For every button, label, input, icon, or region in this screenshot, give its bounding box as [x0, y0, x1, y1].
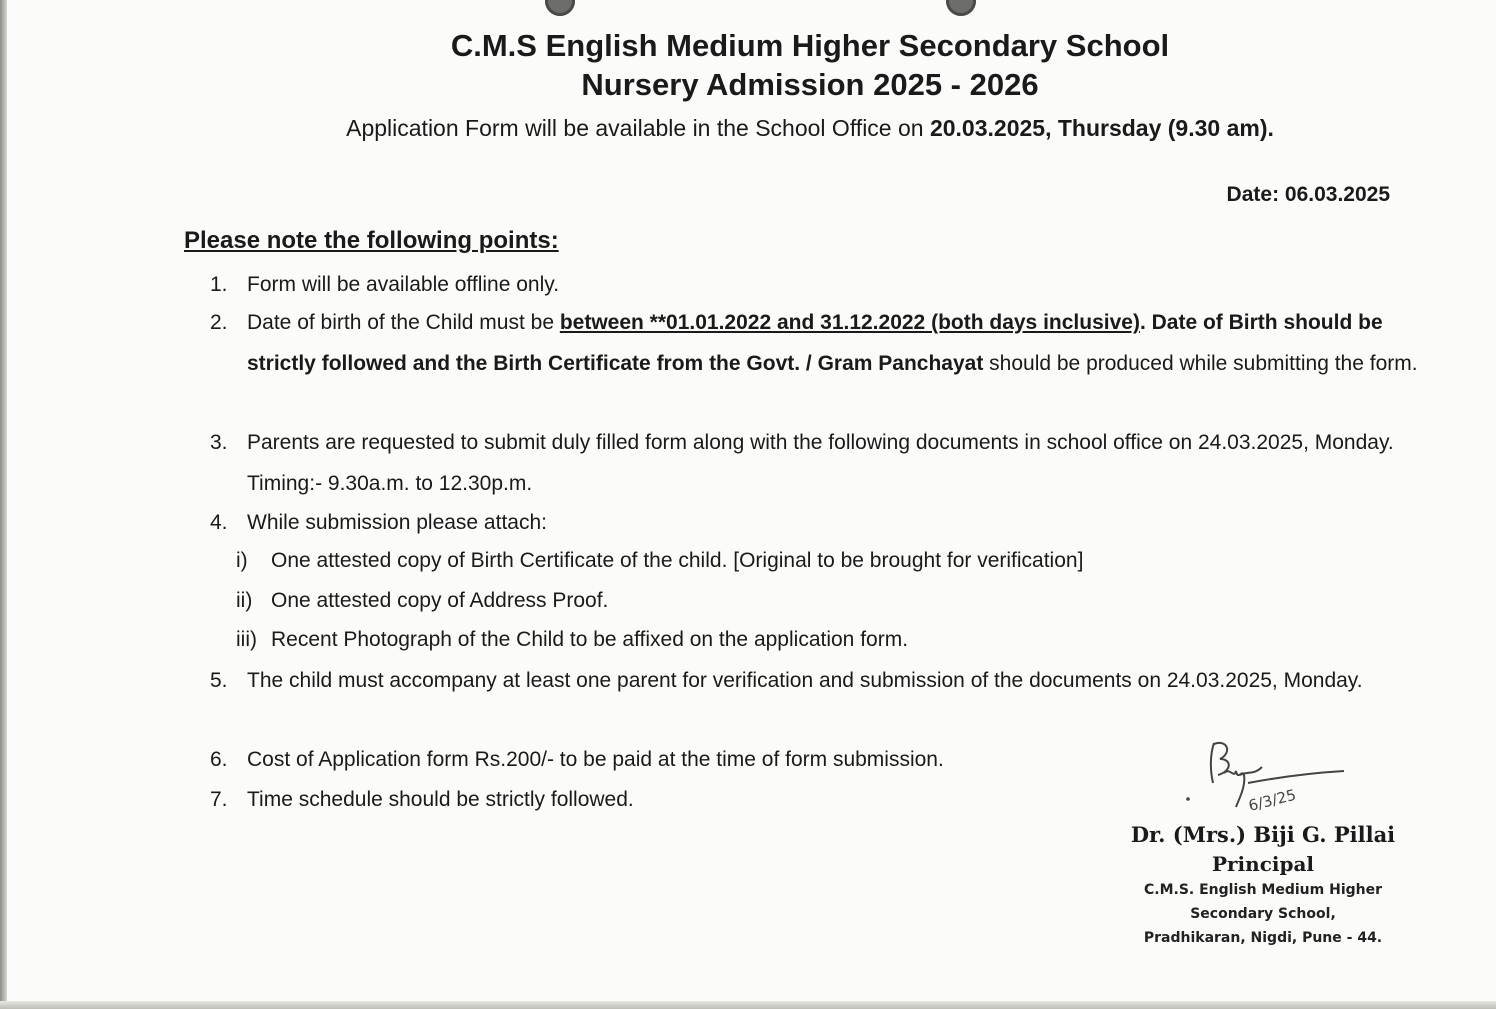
handwritten-signature — [1180, 735, 1350, 825]
attachment-text: One attested copy of Address Proof. — [271, 589, 609, 612]
paper-edge-left — [0, 0, 7, 1009]
availability-line — [0, 115, 1496, 142]
list-item — [210, 264, 1440, 305]
notice-date: Date: 06.03.2025 — [1226, 183, 1390, 206]
dob-text-a: Date of birth of the Child must be — [247, 311, 560, 334]
points-heading: Please note the following points: — [184, 227, 559, 254]
item-text: Time schedule should be strictly followed. — [247, 788, 634, 811]
availability-text: Application Form will be available in the School Office on — [346, 115, 930, 141]
item-text: Cost of Application form Rs.200/- to be paid at the time of form submission. — [247, 748, 944, 771]
attachment-item — [236, 540, 1436, 581]
item-text: While submission please attach: — [247, 511, 547, 534]
attachment-text: One attested copy of Birth Certificate of the child. [Original to be brought for verification] — [271, 549, 1084, 572]
item-number: 5. — [210, 669, 228, 692]
signatory-role: Principal — [1211, 852, 1315, 876]
list-item — [210, 422, 1440, 504]
list-item — [210, 660, 1440, 701]
item-text: The child must accompany at least one parent for verification and submission of the documents on 24.03.2025, Monday. — [247, 669, 1363, 692]
pushpin-icon — [545, 0, 575, 16]
attachment-number: iii) — [236, 628, 257, 651]
attachment-number: ii) — [236, 589, 253, 612]
school-name: C.M.S English Medium Higher Secondary School — [450, 28, 1170, 63]
dob-text-c: should be produced while submitting the form. — [983, 352, 1418, 375]
item-number: 7. — [210, 788, 228, 811]
item-number: 3. — [210, 431, 228, 454]
paper-edge-bottom — [0, 1001, 1496, 1009]
item-text: Form will be available offline only. — [247, 273, 560, 296]
signatory-address: Pradhikaran, Nigdi, Pune - 44. — [1143, 930, 1383, 946]
attachment-item — [236, 619, 1436, 660]
item-number: 1. — [210, 273, 228, 296]
attachment-text: Recent Photograph of the Child to be affixed on the application form. — [271, 628, 909, 651]
item-text: Parents are requested to submit duly filled form along with the following documents in school office on 24.03.2025, Monday. Timing:- 9.30a.m. to 12.30p.m. — [247, 431, 1394, 495]
birth-certificate-requirement: Birth Certificate from the Govt. / Gram Panchayat — [493, 352, 984, 375]
signature-date: 6/3/25 — [1246, 785, 1298, 815]
list-item — [210, 502, 1440, 543]
attachment-item — [236, 580, 1436, 621]
signatory-name: Dr. (Mrs.) Biji G. Pillai — [1130, 822, 1396, 847]
list-item — [210, 302, 1440, 384]
attachment-number: i) — [236, 549, 248, 572]
notice-title: Nursery Admission 2025 - 2026 — [581, 67, 1039, 102]
availability-date: 20.03.2025, Thursday (9.30 am). — [929, 115, 1274, 141]
item-number: 4. — [210, 511, 228, 534]
dob-range: between **01.01.2022 and 31.12.2022 (both days inclusive) — [559, 311, 1140, 334]
dob-text-b: . Date of Birth should be strictly followed and the — [247, 311, 1383, 375]
signatory-school: C.M.S. English Medium Higher Secondary School, — [1143, 882, 1383, 922]
item-number: 2. — [210, 311, 228, 334]
item-text — [247, 302, 1440, 384]
pushpin-icon — [946, 0, 976, 16]
signatory-block — [1108, 820, 1418, 950]
item-number: 6. — [210, 748, 228, 771]
